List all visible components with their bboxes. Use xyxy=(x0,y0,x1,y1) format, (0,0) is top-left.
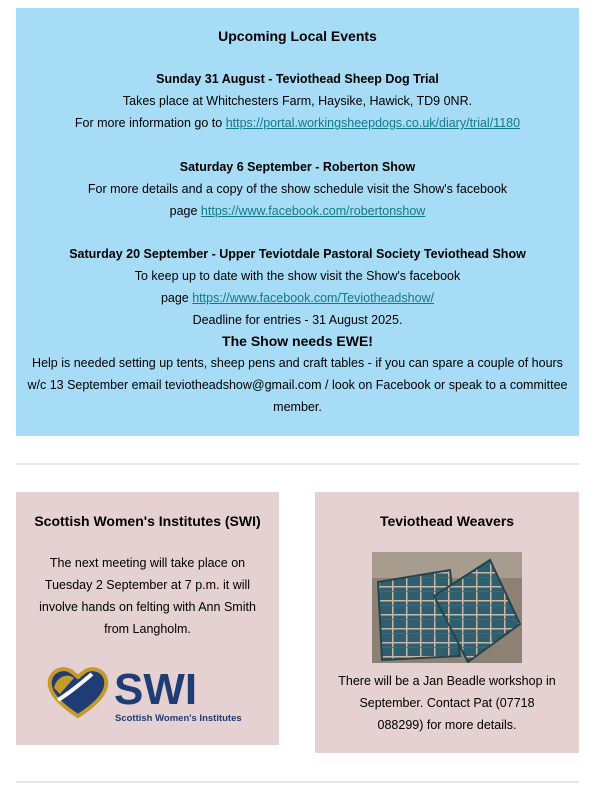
swi-text-line-3: involve hands on felting with Ann Smith xyxy=(39,600,256,614)
swi-heart-icon xyxy=(50,669,107,716)
event-3-info xyxy=(16,289,579,307)
swi-logo xyxy=(46,664,251,724)
weavers-title: Teviothead Weavers xyxy=(379,513,515,529)
event-2-info xyxy=(16,202,579,220)
swi-text-line-4: from Langholm. xyxy=(104,622,191,636)
divider-bottom xyxy=(16,781,579,783)
weavers-text-line-3: 088299) for more details. xyxy=(377,718,517,732)
swi-text-line-1: The next meeting will take place on xyxy=(49,556,246,570)
weavers-text-line-2: September. Contact Pat (07718 xyxy=(359,696,535,710)
event-2-heading: Saturday 6 September - Roberton Show xyxy=(179,160,416,174)
swi-title: Scottish Women's Institutes (SWI) xyxy=(34,513,261,529)
swi-logo-text: SWI xyxy=(114,665,198,714)
swi-logo-subtitle: Scottish Women's Institutes xyxy=(115,713,242,724)
event-3-help-line-2: w/c 13 September email teviotheadshow@gmail.com / look on Facebook or speak to a committee xyxy=(27,378,568,392)
event-2-info-prefix: page xyxy=(169,204,201,218)
weavers-text-line-1: There will be a Jan Beadle workshop in xyxy=(338,674,556,688)
event-3-info-prefix: page xyxy=(160,291,193,305)
event-3-heading: Saturday 20 September - Upper Teviotdale Pastoral Society Teviothead Show xyxy=(69,247,526,261)
event-2-detail: For more details and a copy of the show schedule visit the Show's facebook xyxy=(87,182,508,196)
event-3-detail: To keep up to date with the show visit the Show's facebook xyxy=(134,269,461,283)
event-3-callout: The Show needs EWE! xyxy=(222,333,373,349)
event-1-info-prefix: For more information go to xyxy=(74,116,226,130)
events-title: Upcoming Local Events xyxy=(218,28,377,44)
event-1-info xyxy=(16,114,579,132)
events-panel xyxy=(16,8,579,436)
event-1-heading: Sunday 31 August - Teviothead Sheep Dog Trial xyxy=(156,72,439,86)
event-3-deadline: Deadline for entries - 31 August 2025. xyxy=(192,313,403,327)
swi-text-line-2: Tuesday 2 September at 7 p.m. it will xyxy=(44,578,251,592)
event-1-detail: Takes place at Whitchesters Farm, Haysike, Hawick, TD9 0NR. xyxy=(122,94,473,108)
event-2-link[interactable]: https://www.facebook.com/robertonshow xyxy=(200,204,426,218)
event-1-link[interactable]: https://portal.workingsheepdogs.co.uk/diary/trial/1180 xyxy=(225,116,521,130)
divider xyxy=(16,463,579,465)
event-3-link[interactable]: https://www.facebook.com/Teviotheadshow/ xyxy=(192,291,435,305)
woven-cushions-photo xyxy=(372,552,522,663)
event-3-help-line-1: Help is needed setting up tents, sheep pens and craft tables - if you can spare a couple of hours xyxy=(32,356,563,370)
event-3-help-line-3: member. xyxy=(273,400,322,414)
